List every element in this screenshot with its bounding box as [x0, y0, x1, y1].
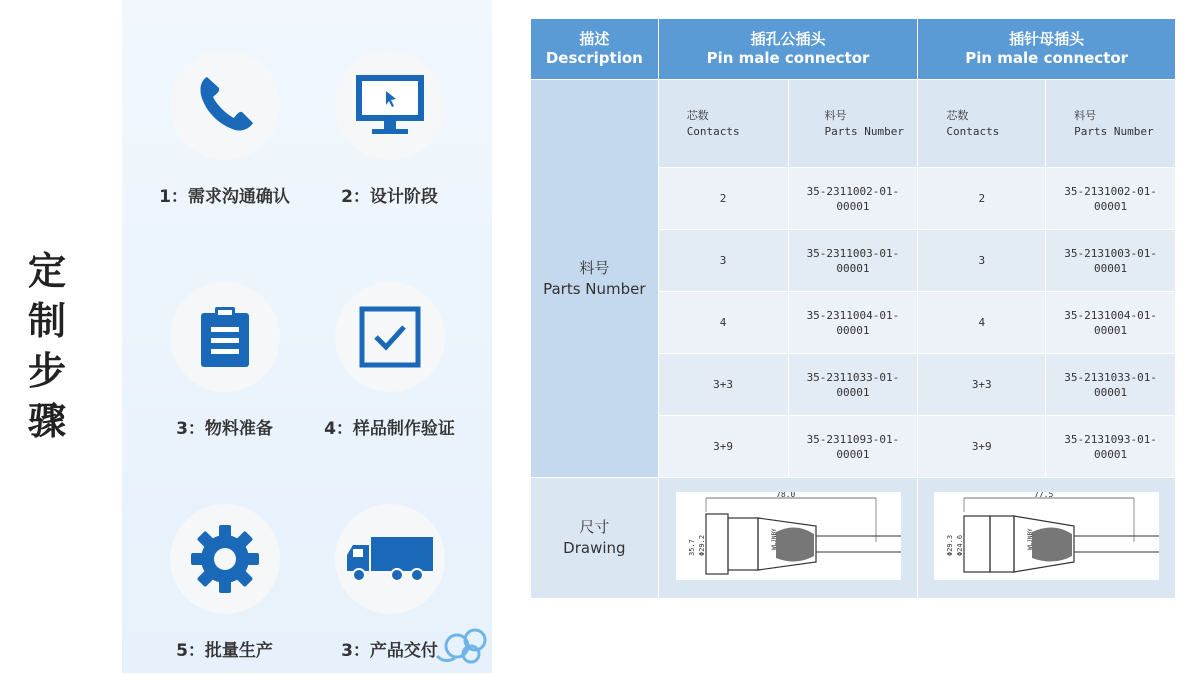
header-description: 描述 Description [531, 19, 659, 80]
gear-icon [189, 523, 261, 595]
checkbox-icon [358, 305, 422, 369]
part-number-cell: 35-2131002-01- 00001 [1046, 168, 1176, 230]
drawing-male-cell [658, 478, 918, 599]
step-label: 1：需求沟通确认 [159, 187, 290, 207]
step-icon-circle [170, 282, 280, 392]
contacts-cell: 3+9 [918, 416, 1046, 478]
contacts-cell: 2 [918, 168, 1046, 230]
step-label: 5：批量生产 [176, 641, 273, 661]
drawing-row [531, 478, 1176, 599]
title-char: 制 [27, 299, 66, 343]
step-1 [132, 50, 317, 207]
svg-text:Φ24.6: Φ24.6 [956, 534, 965, 556]
parts-header: 料号 Parts Number [1046, 80, 1176, 168]
svg-text:WLJNBY: WLJNBY [770, 528, 778, 550]
steps-panel [122, 0, 492, 673]
part-number-cell: 35-2311002-01- 00001 [788, 168, 918, 230]
step-icon-circle [335, 504, 445, 614]
svg-text:WLJNBY: WLJNBY [1027, 528, 1035, 550]
step-label: 2：设计阶段 [341, 187, 438, 207]
contacts-cell: 2 [658, 168, 788, 230]
drawing-label: 尺寸 Drawing [531, 478, 659, 599]
step-label: 3：产品交付 [341, 641, 438, 661]
table-header-row [531, 19, 1176, 80]
clipboard-icon [199, 305, 251, 369]
part-number-cell: 35-2311093-01- 00001 [788, 416, 918, 478]
part-number-cell: 35-2311033-01- 00001 [788, 354, 918, 416]
contacts-cell: 3 [918, 230, 1046, 292]
step-2 [297, 50, 482, 207]
step-4 [297, 282, 482, 439]
title-char: 骤 [27, 399, 66, 443]
step-icon-circle [335, 50, 445, 160]
header-female: 插针母插头 Pin male connector [918, 19, 1176, 80]
svg-text:Φ29.3: Φ29.3 [946, 534, 955, 556]
drawing-female-cell [918, 478, 1176, 599]
part-number-cell: 35-2131003-01- 00001 [1046, 230, 1176, 292]
part-number-cell: 35-2311004-01- 00001 [788, 292, 918, 354]
part-number-cell: 35-2311003-01- 00001 [788, 230, 918, 292]
truck-icon [345, 535, 435, 583]
parts-header: 料号 Parts Number [788, 80, 918, 168]
contacts-header: 芯数 Contacts [918, 80, 1046, 168]
spec-table [530, 18, 1176, 599]
svg-text:Φ29.2: Φ29.2 [697, 534, 706, 556]
step-5 [132, 504, 317, 661]
monitor-cursor-icon [354, 73, 426, 137]
contacts-cell: 4 [918, 292, 1046, 354]
phone-icon [193, 73, 257, 137]
sub-header-row [531, 80, 1176, 168]
part-number-cell: 35-2131004-01- 00001 [1046, 292, 1176, 354]
svg-text:78.0: 78.0 [775, 492, 795, 499]
svg-text:35.7: 35.7 [687, 539, 696, 556]
parts-number-label: 料号 Parts Number [531, 80, 659, 478]
part-number-cell: 35-2131093-01- 00001 [1046, 416, 1176, 478]
connector-drawing-male [676, 492, 901, 580]
step-icon-circle [170, 50, 280, 160]
title-char: 定 [27, 249, 66, 293]
header-male: 插孔公插头 Pin male connector [658, 19, 918, 80]
contacts-cell: 3 [658, 230, 788, 292]
cloud-decoration-icon [435, 620, 491, 668]
step-icon-circle [170, 504, 280, 614]
page-title-vertical [22, 246, 72, 446]
step-3 [132, 282, 317, 439]
step-icon-circle [335, 282, 445, 392]
connector-drawing-female [934, 492, 1159, 580]
contacts-cell: 3+3 [658, 354, 788, 416]
step-label: 4：样品制作验证 [324, 419, 455, 439]
contacts-header: 芯数 Contacts [658, 80, 788, 168]
contacts-cell: 3+9 [658, 416, 788, 478]
step-label: 3：物料准备 [176, 419, 273, 439]
contacts-cell: 3+3 [918, 354, 1046, 416]
svg-text:77.5: 77.5 [1034, 492, 1054, 499]
title-char: 步 [27, 349, 66, 393]
part-number-cell: 35-2131033-01- 00001 [1046, 354, 1176, 416]
contacts-cell: 4 [658, 292, 788, 354]
